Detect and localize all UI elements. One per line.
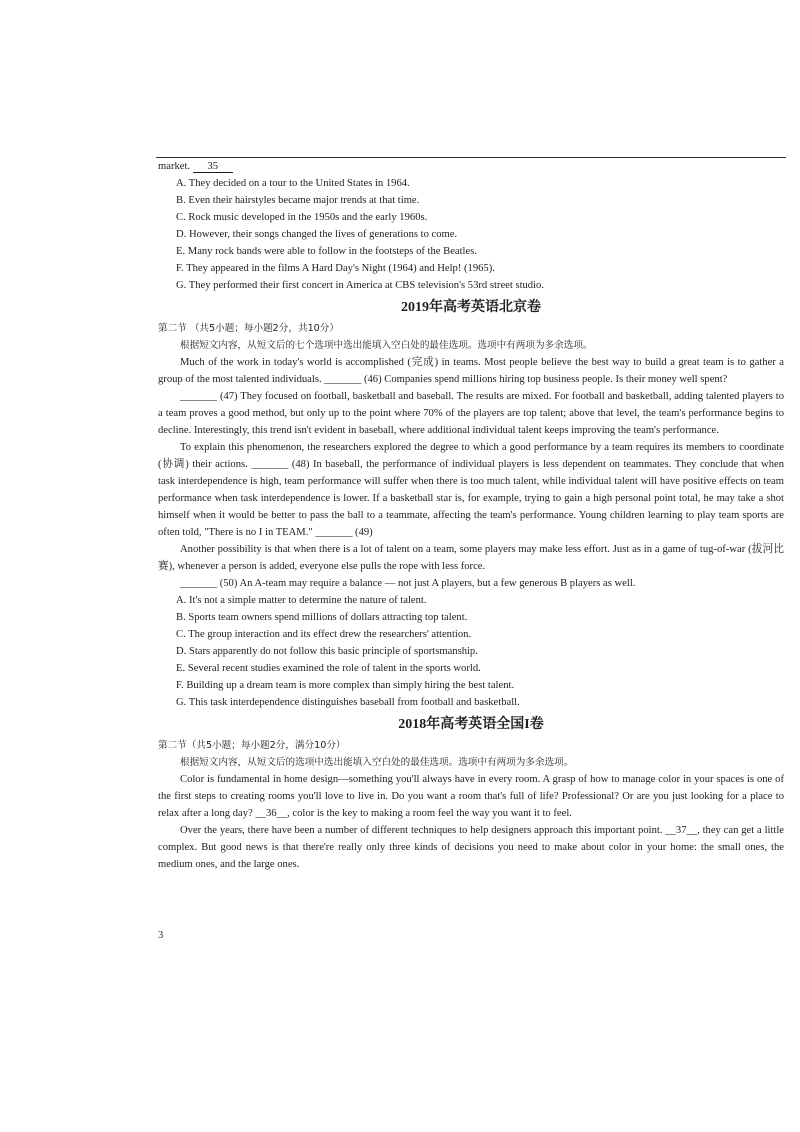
market-prefix: market. xyxy=(158,161,191,172)
paragraph-2018-1: Color is fundamental in home design—something you'll always have in every room. A grasp of how to manage color in your spaces is one of the first steps to creating rooms you'll love to live in. Do you want a room that's full of life? Professional? Or are you just looking for a place to relax after a long day? __36__, color is the key to making a room feel the way you want it to feel. xyxy=(158,774,784,819)
paragraph-2019-4: Another possibility is that when there is a lot of talent on a team, some players may make less effort. Just as in a game of tug-of-war (拔河比赛), whenever a person is added, everyone else pulls the rope with less force. xyxy=(158,544,784,572)
option-2019-f: F. Building up a dream team is more complex than simply hiring the best talent. xyxy=(176,680,515,691)
instruction-2018: 根据短文内容，从短文后的选项中选出能填入空白处的最佳选项。选项中有两项为多余选项。 xyxy=(180,757,574,768)
top-option-c: C. Rock music developed in the 1950s and the early 1960s. xyxy=(176,212,428,223)
sub-2018: 第二节（共5小题；每小题2分，满分10分） xyxy=(158,740,346,751)
option-2019-a: A. It's not a simple matter to determine the nature of talent. xyxy=(176,595,427,606)
top-option-d: D. However, their songs changed the lives of generations to come. xyxy=(176,229,458,240)
top-option-f: F. They appeared in the films A Hard Day's Night (1964) and Help! (1965). xyxy=(176,263,495,274)
content-column xyxy=(158,158,784,873)
market-line xyxy=(158,158,784,175)
paragraph-2019-5: _______ (50) An A-team may require a balance — not just A players, but a few generous B players as well. xyxy=(180,578,636,589)
paragraph-2019-3: To explain this phenomenon, the researchers explored the degree to which a good performance by a team requires its members to coordinate (协调) their actions. _______ (48) In baseball, the performance of individual players is less dependent on teammates. They conclude that when task interdependence is high, team performance will suffer when there is too much talent, while individual talent will have positive effects on team performance when task interdependence is lower. If a basketball star is, for example, trying to gain a high personal point total, he may take a shot himself when it would be better to pass the ball to a teammate, affecting the team's performance. Young children learning to play team sports are often told, "There is no I in TEAM." _______ (49) xyxy=(158,442,784,538)
paragraph-2019-1: Much of the work in today's world is accomplished (完成) in teams. Most people believe the best way to build a great team is to gather a group of the most talented individuals. _______ (46) Companies spend millions hiring top business people. Is their money well spent? xyxy=(158,357,784,385)
option-2019-d: D. Stars apparently do not follow this basic principle of sportsmanship. xyxy=(176,646,478,657)
heading-2019: 2019年高考英语北京卷 xyxy=(401,300,541,315)
page-number: 3 xyxy=(158,930,164,941)
paragraph-2018-2: Over the years, there have been a number of different techniques to help designers approach this important point. __37__, they can get a little complex. But good news is that there're really only three kinds of decisions you need to make about color in your home: the small ones, the medium ones, and the large ones. xyxy=(158,825,784,870)
option-2019-b: B. Sports team owners spend millions of dollars attracting top talent. xyxy=(176,612,468,623)
sub-2019: 第二节 （共5小题；每小题2分，共10分） xyxy=(158,323,339,334)
top-option-a: A. They decided on a tour to the United States in 1964. xyxy=(176,178,410,189)
top-option-e: E. Many rock bands were able to follow in the footsteps of the Beatles. xyxy=(176,246,477,257)
heading-2018: 2018年高考英语全国I卷 xyxy=(398,717,544,732)
top-option-b: B. Even their hairstyles became major trends at that time. xyxy=(176,195,420,206)
paragraph-2019-2: _______ (47) They focused on football, basketball and baseball. The results are mixed. For football and basketball, adding talented players to a team proves a good method, but only up to the point where 70% of the players are top talent; above that level, the team's performance begins to decline. Interestingly, this trend isn't evident in baseball, where additional individual talent keeps improving the team's performance. xyxy=(158,391,784,436)
top-option-g: G. They performed their first concert in America at CBS television's 53rd street studio. xyxy=(176,280,544,291)
blank-35: 35 xyxy=(193,161,233,173)
option-2019-c: C. The group interaction and its effect drew the researchers' attention. xyxy=(176,629,472,640)
instruction-2019: 根据短文内容，从短文后的七个选项中选出能填入空白处的最佳选项。选项中有两项为多余选项。 xyxy=(180,340,593,351)
option-2019-g: G. This task interdependence distinguishes baseball from football and basketball. xyxy=(176,697,520,708)
option-2019-e: E. Several recent studies examined the role of talent in the sports world. xyxy=(176,663,481,674)
